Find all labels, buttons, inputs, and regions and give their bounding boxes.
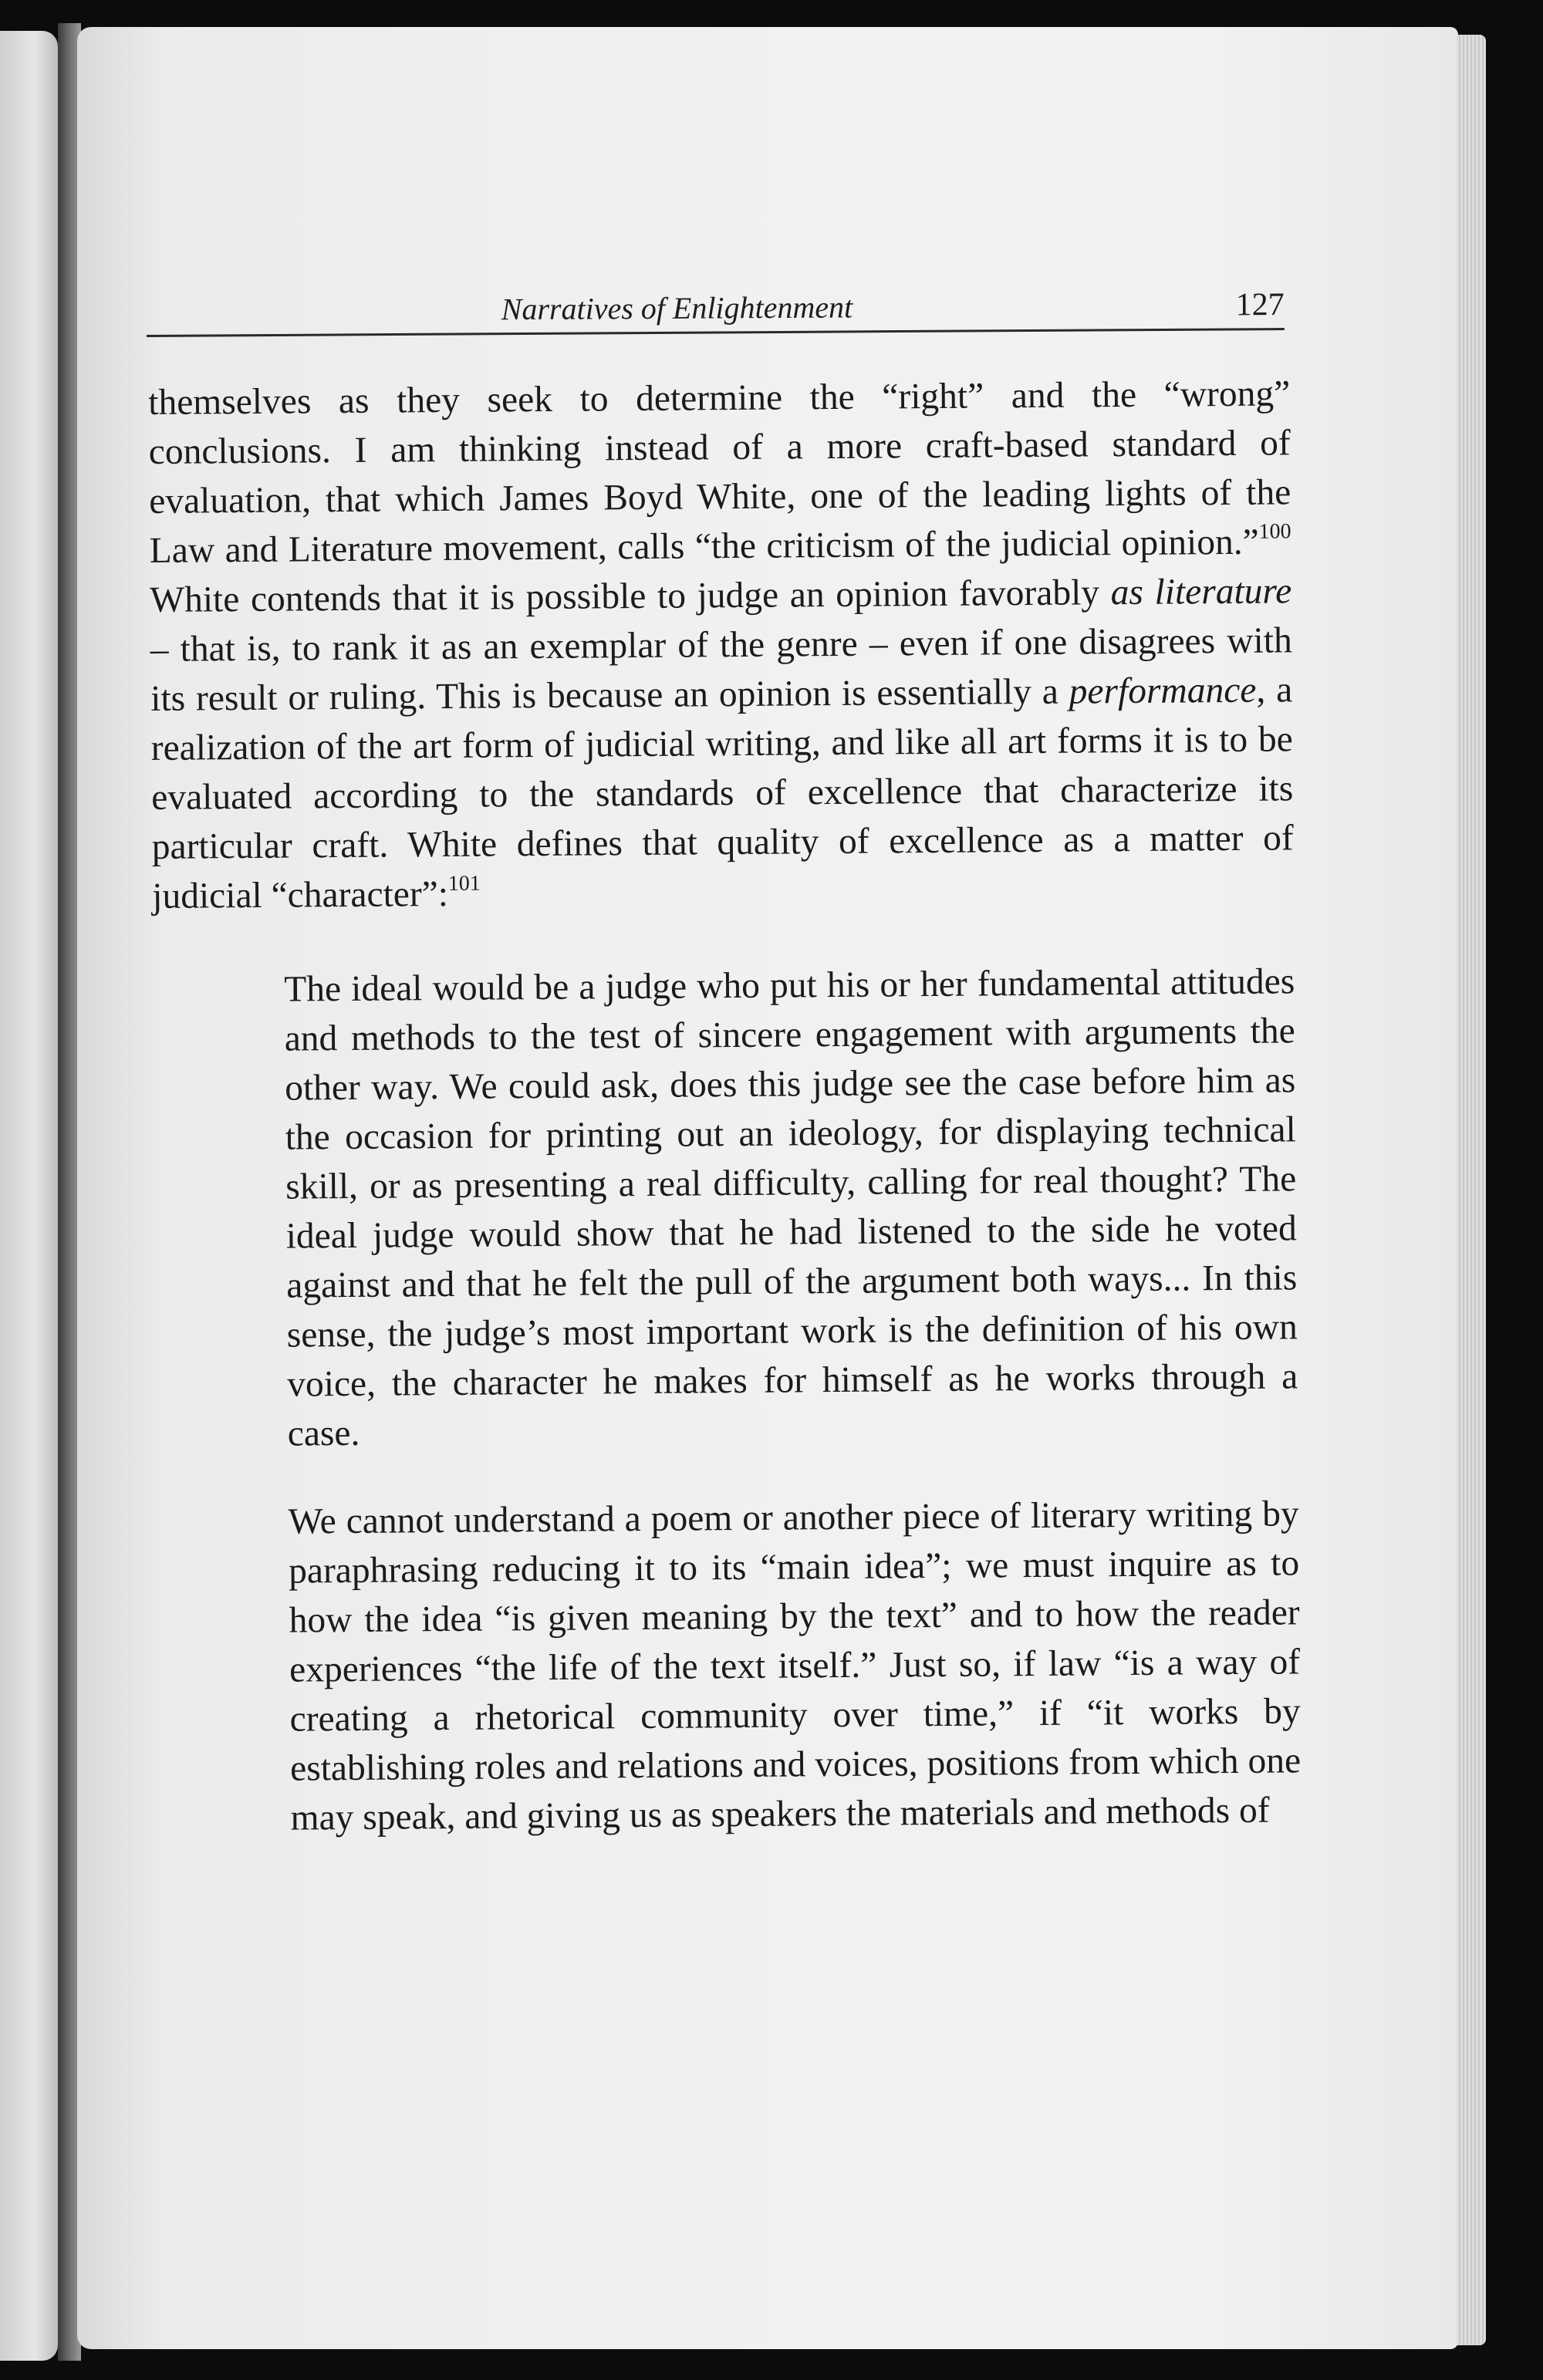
footnote-ref-100: 100 bbox=[1258, 519, 1291, 544]
body-text bbox=[148, 369, 1302, 1844]
running-header bbox=[147, 286, 1285, 347]
emphasis-performance: performance bbox=[1069, 670, 1257, 712]
emphasis-as-literature: as literature bbox=[1110, 571, 1292, 613]
facing-page-edge bbox=[0, 31, 58, 2361]
paragraph-1: themselves as they seek to determine the “right” and the “wrong” conclusions. I am thinking instead of a more craft-based standard of evaluation, that which James Boyd White, one of the leading lights of the Law and Literature movement, calls “the criticism of the judicial opinion.”$^{100}$ White contends that it is possible to judge an opinion favorably as literature – that is, to rank it as an exemplar of the genre – even if one disagrees with its result or ruling. This is because an opinion is essentially a performance, a realization of the art form of judicial writing, and like all art forms it is to be evaluated according to the standards of excellence that characterize its particular craft. White defines that quality of excellence as a matter of judicial “character”:$^{101}$ bbox=[148, 373, 1294, 917]
running-header-title: Narratives of Enlightenment bbox=[501, 289, 853, 327]
header-rule bbox=[147, 328, 1285, 337]
page-block-edges bbox=[1457, 35, 1486, 2345]
paragraph-2: We cannot understand a poem or another piece of literary writing by paraphrasing reducing it to its “main idea”; we must inquire as to how the idea “is given meaning by the text” and to how the reader experiences “the life of the text itself.” Just so, if law “is a way of creating a rhetorical community over time,” if “it works by establishing roles and relations and voices, positions from which one may speak, and giving us as speakers the materials and methods of bbox=[288, 1494, 1302, 1838]
page-number: 127 bbox=[1235, 286, 1285, 323]
block-quote: The ideal would be a judge who put his or her fundamental attitudes and methods to the test of sincere engagement with arguments the other way. We could ask, does this judge see the case before him as the occasion for printing out an ideology, for displaying technical skill, or as presenting a real difficulty, calling for real thought? The ideal judge would show that he had listened to the side he voted against and that he felt the pull of the argument both ways... In this sense, the judge’s most important work is the definition of his own voice, the character he makes for himself as he works through a case. bbox=[284, 961, 1298, 1454]
footnote-ref-101: 101 bbox=[447, 871, 481, 896]
